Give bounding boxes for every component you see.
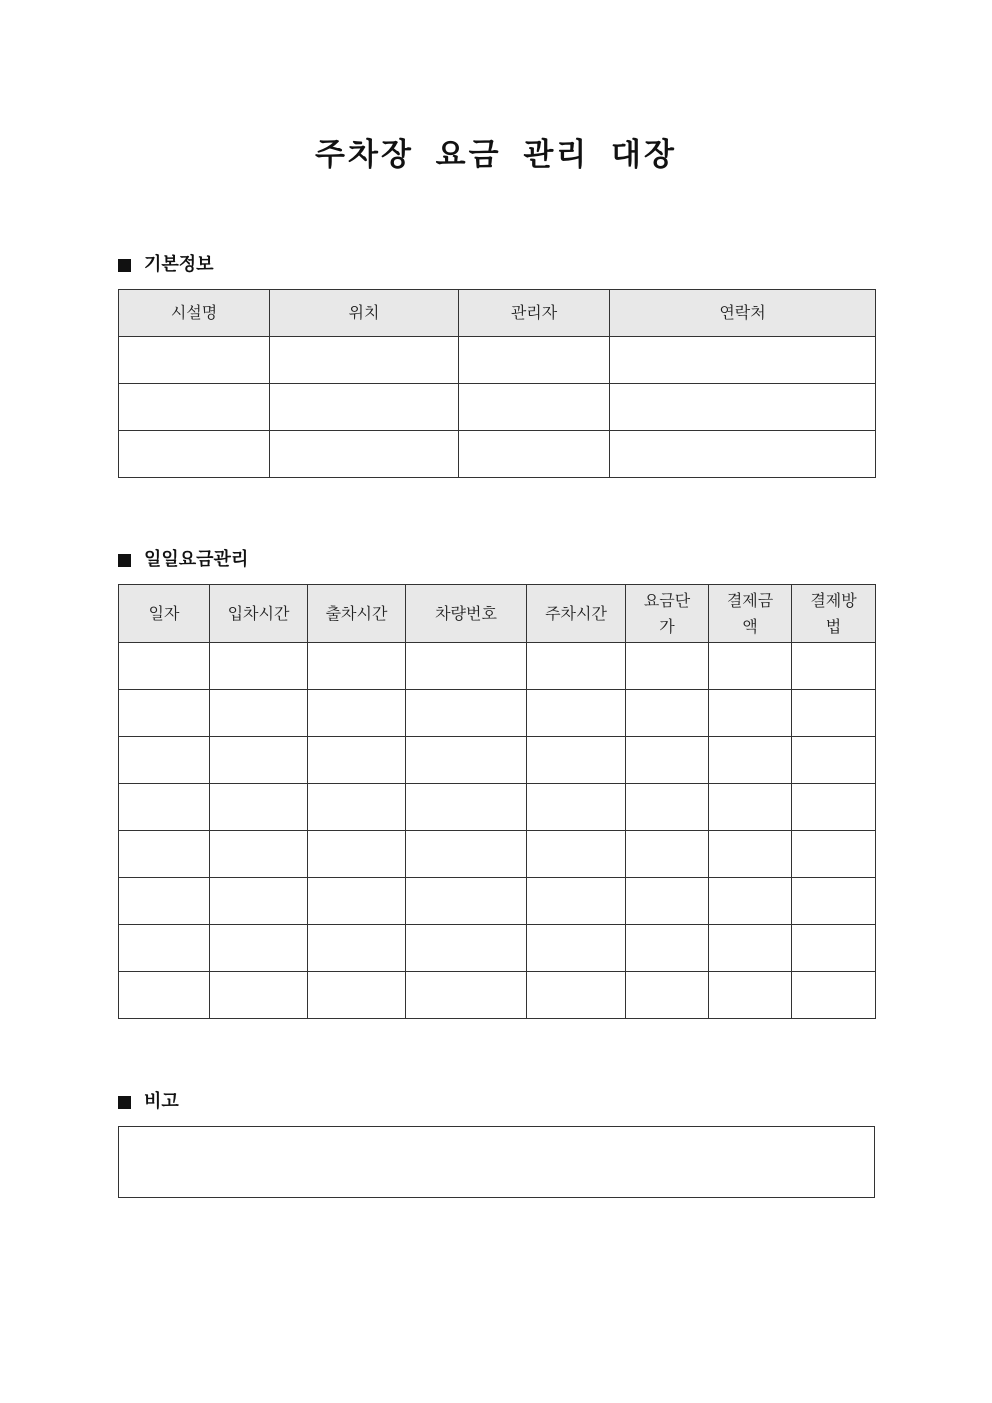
table-cell[interactable] [792,690,876,737]
table-cell[interactable] [308,737,406,784]
table-cell[interactable] [119,737,210,784]
memo-box[interactable] [118,1126,875,1198]
table-cell[interactable] [610,337,876,384]
column-header: 입차시간 [210,585,308,643]
table-cell[interactable] [119,784,210,831]
table-row [119,737,876,784]
column-header: 관리자 [459,290,610,337]
table-cell[interactable] [210,972,308,1019]
table-cell[interactable] [626,643,709,690]
table-cell[interactable] [210,925,308,972]
table-cell[interactable] [308,925,406,972]
table-row [119,643,876,690]
daily-fee-heading-label: 일일요금관리 [144,549,249,570]
table-cell[interactable] [119,384,270,431]
table-cell[interactable] [709,878,792,925]
table-cell[interactable] [610,431,876,478]
table-cell[interactable] [119,878,210,925]
table-cell[interactable] [308,831,406,878]
basic-info-table [118,289,876,478]
table-cell[interactable] [626,925,709,972]
table-cell[interactable] [527,972,626,1019]
table-cell[interactable] [119,972,210,1019]
table-cell[interactable] [210,831,308,878]
memo-heading-label: 비고 [144,1091,179,1112]
table-cell[interactable] [119,431,270,478]
square-bullet-icon [118,259,131,272]
table-row [119,431,876,478]
table-cell[interactable] [119,690,210,737]
column-header: 결제금액 [709,585,792,643]
column-header: 위치 [270,290,459,337]
table-cell[interactable] [308,972,406,1019]
table-cell[interactable] [308,690,406,737]
table-cell[interactable] [610,384,876,431]
table-cell[interactable] [792,925,876,972]
table-cell[interactable] [527,784,626,831]
table-cell[interactable] [406,925,527,972]
table-cell[interactable] [626,690,709,737]
column-header: 연락처 [610,290,876,337]
table-cell[interactable] [270,384,459,431]
table-row [119,784,876,831]
table-cell[interactable] [459,431,610,478]
basic-info-header-row [119,290,876,337]
table-cell[interactable] [709,690,792,737]
table-cell[interactable] [119,643,210,690]
table-row [119,878,876,925]
column-header: 결제방법 [792,585,876,643]
column-header: 시설명 [119,290,270,337]
table-cell[interactable] [626,737,709,784]
table-cell[interactable] [270,337,459,384]
column-header: 차량번호 [406,585,527,643]
table-cell[interactable] [406,878,527,925]
table-cell[interactable] [709,925,792,972]
table-cell[interactable] [626,972,709,1019]
table-cell[interactable] [792,972,876,1019]
table-row [119,972,876,1019]
basic-info-heading-label: 기본정보 [144,254,214,275]
memo-heading [118,1090,179,1114]
table-cell[interactable] [626,831,709,878]
square-bullet-icon [118,1096,131,1109]
table-cell[interactable] [406,643,527,690]
table-cell[interactable] [527,737,626,784]
table-cell[interactable] [270,431,459,478]
table-cell[interactable] [210,878,308,925]
table-cell[interactable] [792,737,876,784]
table-cell[interactable] [792,831,876,878]
column-header: 요금단가 [626,585,709,643]
table-cell[interactable] [709,784,792,831]
table-row [119,384,876,431]
table-row [119,337,876,384]
table-cell[interactable] [792,878,876,925]
table-row [119,925,876,972]
table-cell[interactable] [626,784,709,831]
table-cell[interactable] [626,878,709,925]
table-cell[interactable] [527,878,626,925]
table-cell[interactable] [119,925,210,972]
table-cell[interactable] [527,643,626,690]
table-cell[interactable] [308,784,406,831]
table-cell[interactable] [792,643,876,690]
table-cell[interactable] [119,337,270,384]
table-cell[interactable] [709,737,792,784]
table-row [119,690,876,737]
table-cell[interactable] [406,831,527,878]
basic-info-heading [118,253,214,277]
column-header: 주차시간 [527,585,626,643]
table-cell[interactable] [210,643,308,690]
daily-fee-heading [118,548,248,572]
table-cell[interactable] [210,737,308,784]
table-cell[interactable] [527,925,626,972]
table-cell[interactable] [210,690,308,737]
table-cell[interactable] [709,972,792,1019]
table-cell[interactable] [709,643,792,690]
table-cell[interactable] [308,878,406,925]
daily-fee-table [118,584,876,1019]
table-cell[interactable] [527,690,626,737]
table-cell[interactable] [527,831,626,878]
column-header: 일자 [119,585,210,643]
table-cell[interactable] [308,643,406,690]
daily-fee-header-row [119,585,876,643]
table-cell[interactable] [406,972,527,1019]
table-cell[interactable] [406,690,527,737]
table-cell[interactable] [406,737,527,784]
table-cell[interactable] [119,831,210,878]
table-row [119,831,876,878]
table-cell[interactable] [406,784,527,831]
square-bullet-icon [118,554,131,567]
column-header: 출차시간 [308,585,406,643]
table-cell[interactable] [210,784,308,831]
table-cell[interactable] [459,337,610,384]
table-cell[interactable] [792,784,876,831]
table-cell[interactable] [709,831,792,878]
table-cell[interactable] [459,384,610,431]
document-title: 주차장 요금 관리 대장 [315,137,677,173]
